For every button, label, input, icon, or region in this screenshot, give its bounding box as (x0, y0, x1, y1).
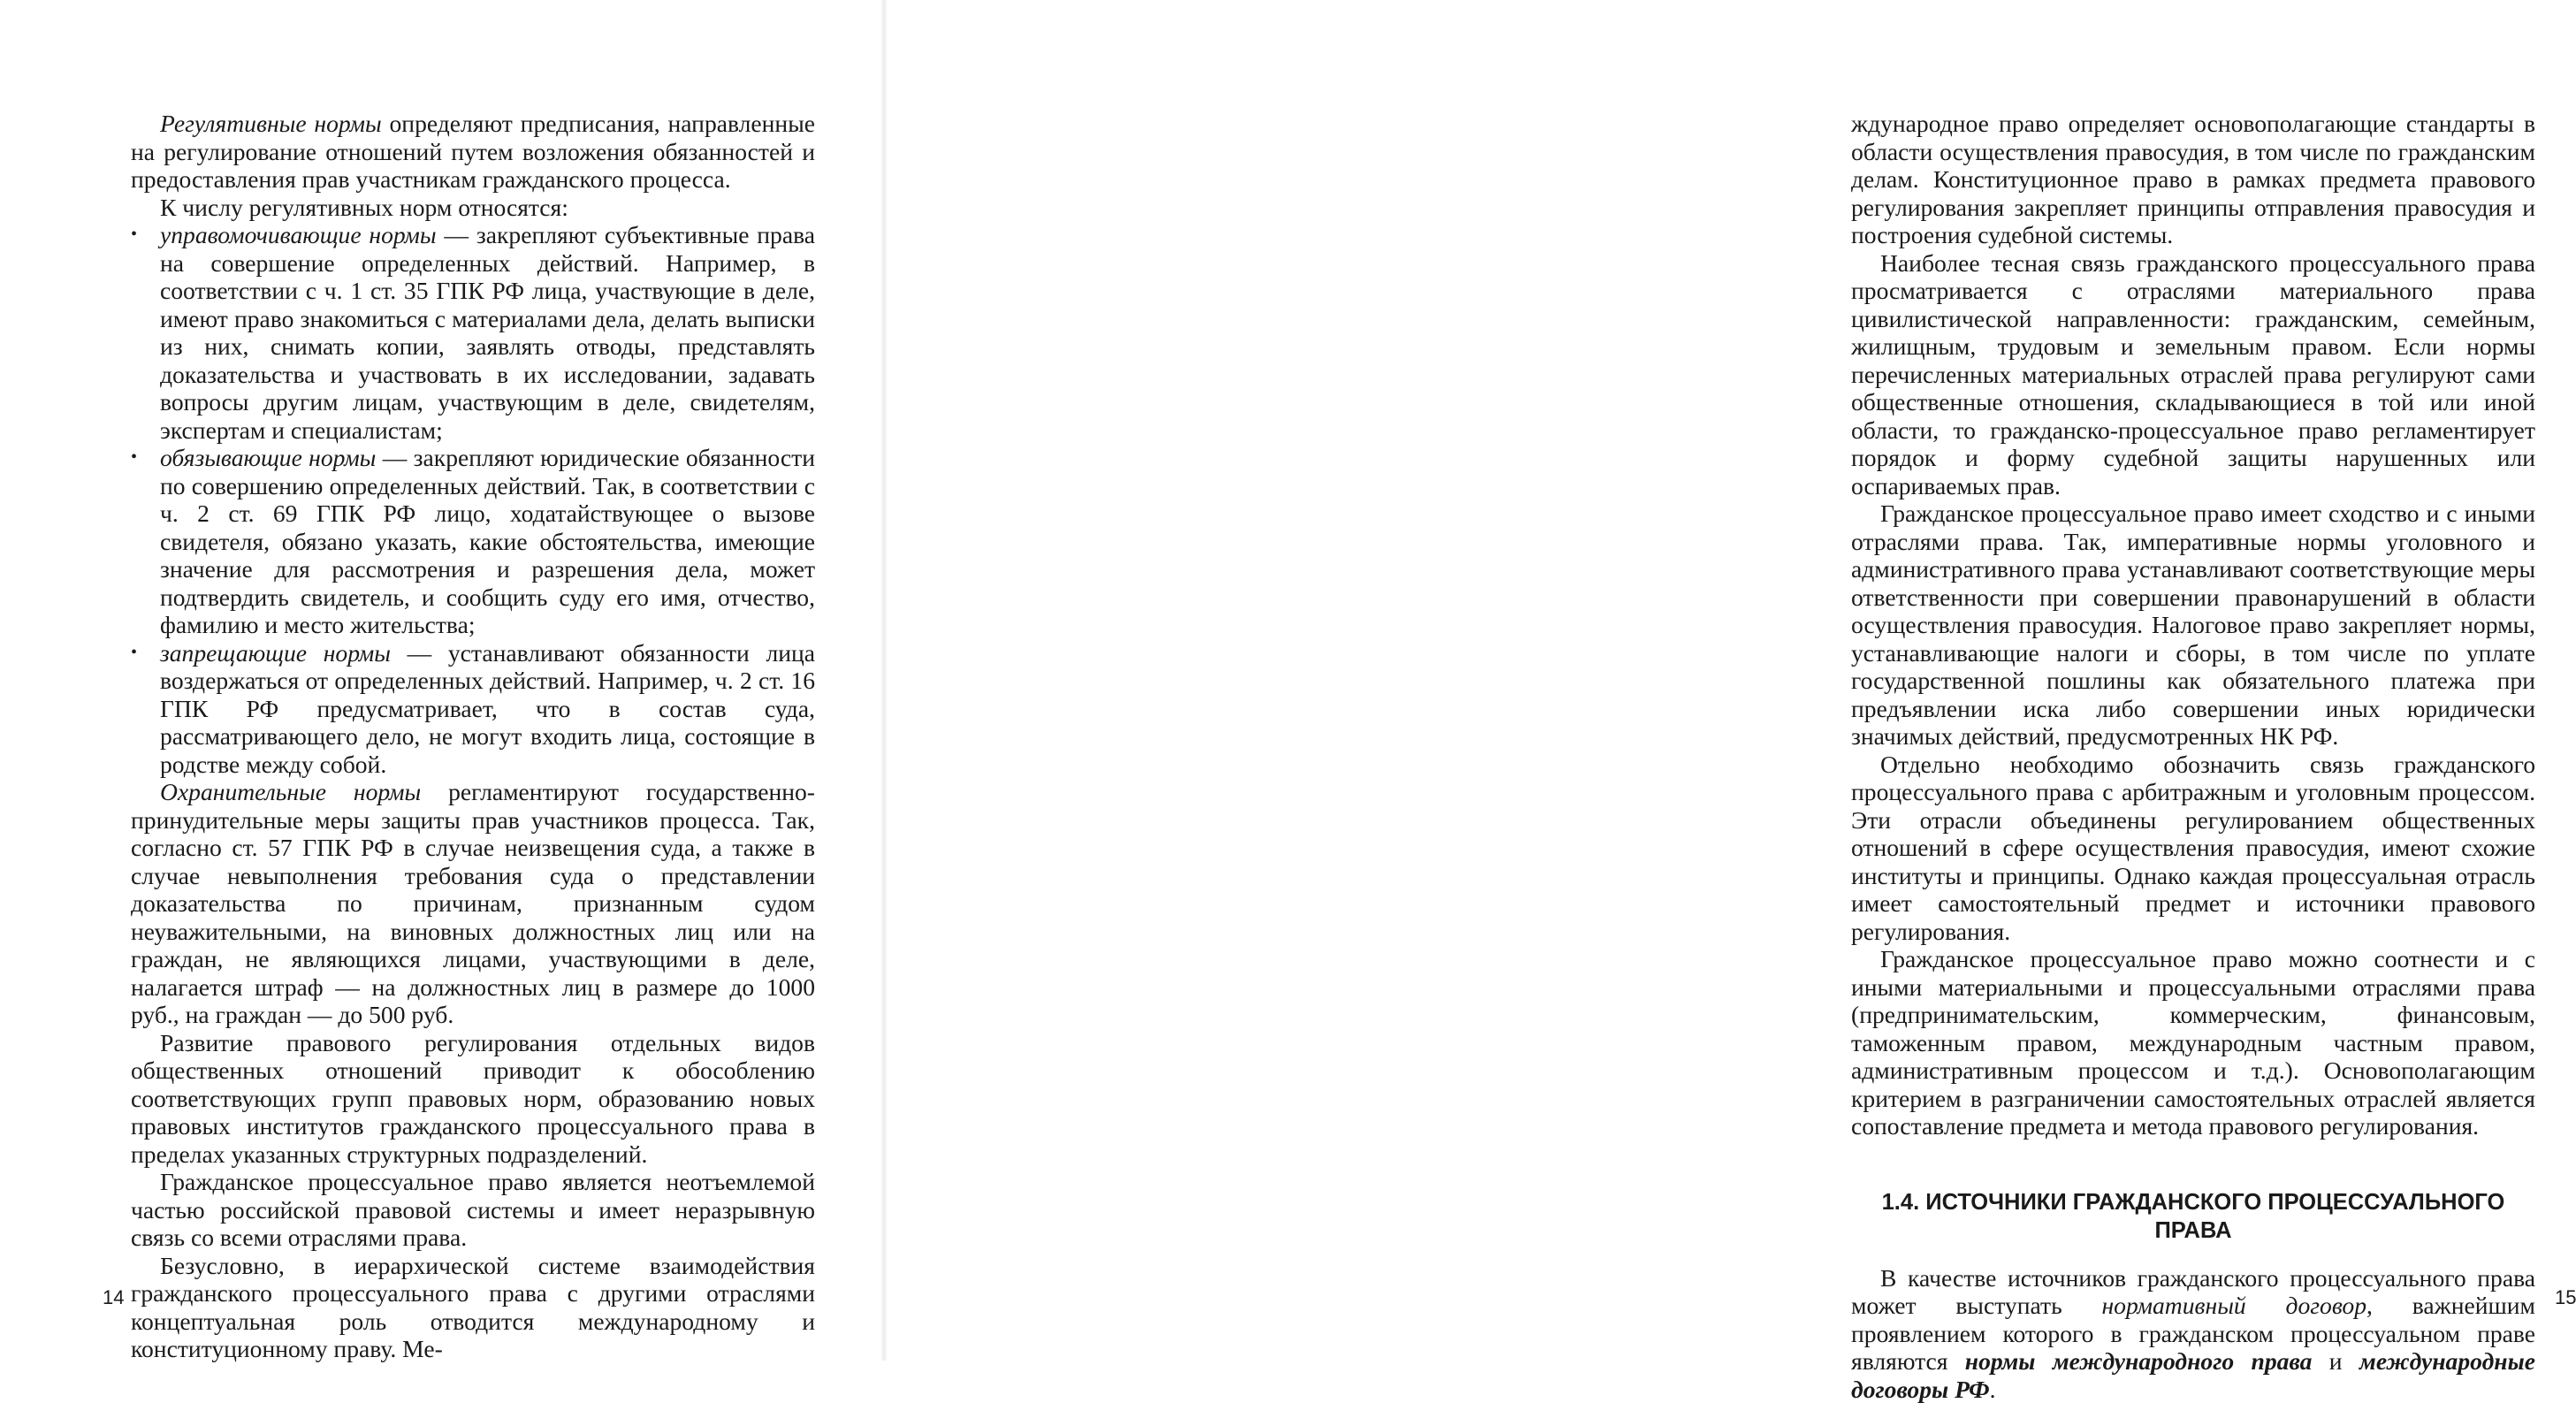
paragraph-text: и (2312, 1347, 2359, 1375)
paragraph-development: Развитие правового регулирования отдельных видов общественных отношений приводит к обособлению соответствующих групп правовых норм, образованию новых правовых институтов гражданского процессуального права в пределах указанных структурных подразделений. (131, 1029, 815, 1169)
paragraph-material-law-link: Наиболее тесная связь гражданского процессуального права просматривается с отраслями материального права цивилистической направленности: гражданским, семейным, жилищным, трудовым и земельным правом. Если нормы перечисленных материальных отраслей права регулируют сами общественные отношения, складывающиеся в той или иной области, то гражданско-процессуальное право регламентирует порядок и форму судебной защиты нарушенных или оспариваемых прав. (1851, 249, 2535, 500)
left-text-column (131, 110, 815, 1363)
paragraph-integral-part: Гражданское процессуальное право является неотъемлемой частью российской правовой системы и имеет неразрывную связь со всеми отраслями права. (131, 1168, 815, 1252)
right-text-column (1851, 110, 2535, 1403)
list-item-text: — закрепляют юридические обязанности по совершению определенных действий. Так, в соответствии с ч. 2 ст. 69 ГПК РФ лицо, ходатайствующее о вызове свидетеля, обязано указать, какие обстоятельства, имеющие значение для рассмотрения и разрешения дела, может подтвердить свидетель, и сообщить суду его имя, отчество, фамилию и место жительства; (160, 444, 815, 638)
right-page (884, 0, 1768, 1361)
paragraph-protective-norms (131, 778, 815, 1029)
paragraph-sources (1851, 1264, 2535, 1403)
paragraph-hierarchy: Безусловно, в иерархической системе взаимодействия гражданского процессуального права с другими отраслями концептуальная роль отводится международному и конституционному праву. Ме- (131, 1252, 815, 1363)
paragraph-other-branches: Гражданское процессуальное право имеет сходство и с иными отраслями права. Так, императивные нормы уголовного и административного права устанавливают соответствующие меры ответственности при совершении правонарушений в области осуществления правосудия. Налоговое право закрепляет нормы, устанавливающие налоги и сборы, в том числе по уплате государственной пошлины как обязательного платежа при предъявлении иска либо совершении иных юридически значимых действий, предусмотренных НК РФ. (1851, 499, 2535, 751)
list-item (131, 444, 815, 639)
paragraph-regulative-list-intro: К числу регулятивных норм относятся: (131, 194, 815, 222)
list-item-text: — закрепляют субъективные права на совершение определенных действий. Например, в соответствии с ч. 1 ст. 35 ГПК РФ лица, участвующие в деле, имеют право знакомиться с материалами дела, делать выписки из них, снимать копии, заявлять отводы, представлять доказательства и участвовать в их исследовании, задавать вопросы другим лицам, участвующим в деле, свидетелям, экспертам и специалистам; (160, 221, 815, 444)
paragraph-text: определяют предписания, направленные на регулирование отношений путем возложения обязанностей и предоставления прав участникам гражданского процесса. (131, 110, 815, 193)
bullet-icon: • (131, 639, 137, 667)
term-regulative-norms: Регулятивные нормы (160, 110, 382, 137)
term-prohibiting-norms: запрещающие нормы (160, 639, 391, 667)
paragraph-text: , важнейшим проявлением которого в гражданском процессуальном праве являются (1851, 1292, 2535, 1375)
paragraph-correlation: Гражданское процессуальное право можно соотнести и с иными материальными и процессуальными отраслями права (предпринимательским, коммерческим, финансовым, таможенным правом, международным частным правом, административным процессом и т.д.). Основополагающим критерием в разграничении самостоятельных отраслей является сопоставление предмета и метода правового регулирования. (1851, 945, 2535, 1140)
paragraph-text: В качестве источников гражданского процессуального права может выступать (1851, 1264, 2535, 1320)
page-number: 15 (2555, 1286, 2576, 1309)
page-number: 14 (103, 1286, 124, 1309)
paragraph-text: . (1990, 1376, 1996, 1403)
term-empowering-norms: управомочивающие нормы (160, 221, 437, 248)
list-item (131, 639, 815, 779)
term-international-law-norms: нормы международного права (1965, 1347, 2313, 1375)
paragraph-arbitration-criminal: Отдельно необходимо обозначить связь гражданского процессуального права с арбитражным и уголовным процессом. Эти отрасли объединены регулированием общественных отношений в сфере осуществления правосудия, имеют схожие институты и принципы. Однако каждая процессуальная отрасль имеет самостоятельный предмет и источники правового регулирования. (1851, 751, 2535, 946)
bullet-icon: • (131, 221, 137, 249)
section-heading: 1.4. ИСТОЧНИКИ ГРАЖДАНСКОГО ПРОЦЕССУАЛЬНОГО ПРАВА (1851, 1188, 2535, 1245)
term-normative-contract: нормативный договор (2101, 1292, 2366, 1319)
left-page (0, 0, 884, 1361)
bullet-icon: • (131, 444, 137, 472)
list-item (131, 221, 815, 444)
list-item-text: — устанавливают обязанности лица воздержаться от определенных действий. Например, ч. 2 ст. 16 ГПК РФ предусматривает, что в состав суда, рассматривающего дело, не могут входить лица, состоящие в родстве между собой. (160, 639, 815, 778)
term-obliging-norms: обязывающие нормы (160, 444, 376, 471)
term-protective-norms: Охранительные нормы (160, 778, 421, 805)
term-international-treaties: международные договоры РФ (1851, 1347, 2535, 1403)
paragraph-regulative-norms (131, 110, 815, 194)
paragraph-text: регламентируют государственно-принудительные меры защиты прав участников процесса. Так, согласно ст. 57 ГПК РФ в случае неизвещения суда, а также в случае невыполнения требования суда о представлении доказательства по причинам, признанным судом неуважительными, на виновных должностных лиц или на граждан, не являющихся лицами, участвующими в деле, налагается штраф — на должностных лиц в размере до 1000 руб., на граждан — до 500 руб. (131, 778, 815, 1028)
paragraph-international-law: ждународное право определяет основополагающие стандарты в области осуществления правосудия, в том числе по гражданским делам. Конституционное право в рамках предмета правового регулирования закрепляет принципы отправления правосудия и построения судебной системы. (1851, 110, 2535, 249)
regulative-norms-list (131, 221, 815, 778)
